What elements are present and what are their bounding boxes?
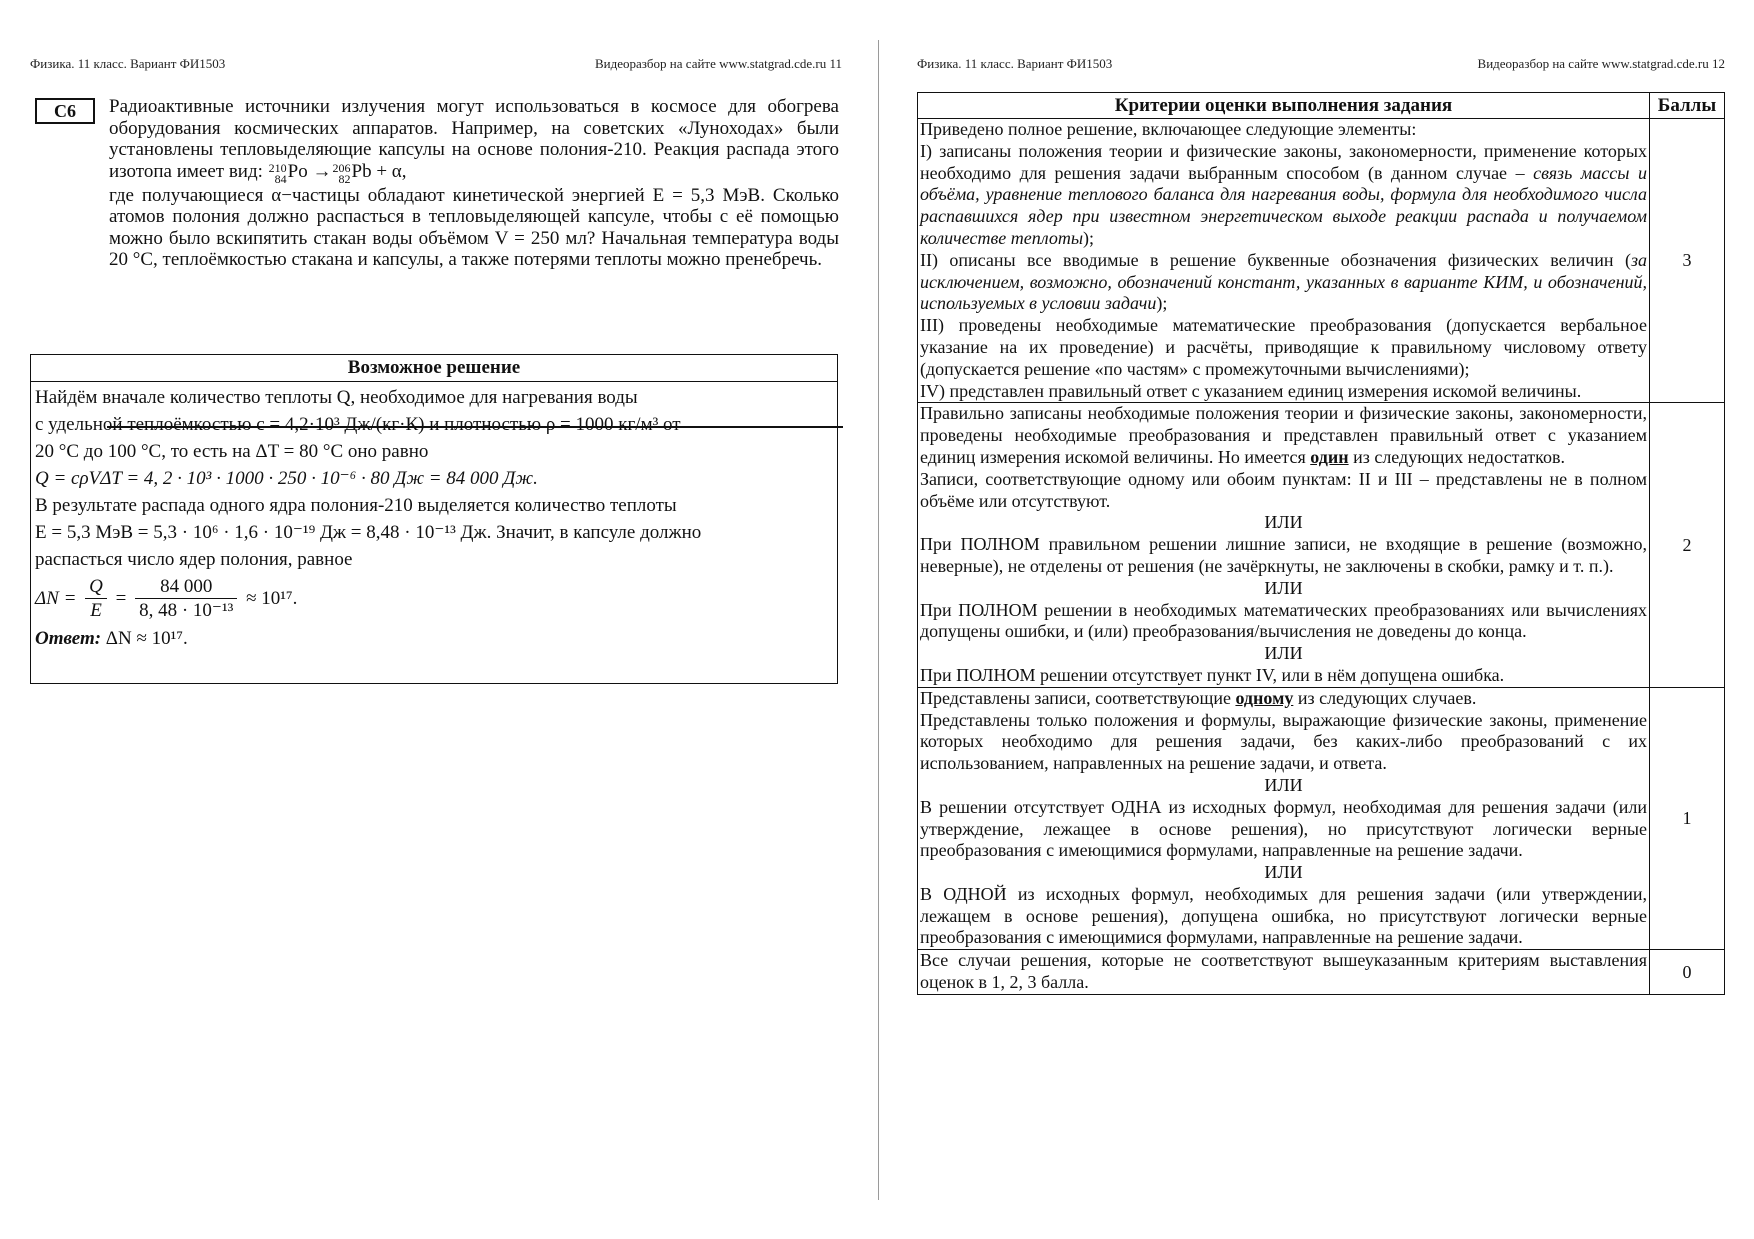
criteria-header-row (918, 93, 1725, 119)
or-separator: ИЛИ (1264, 643, 1303, 664)
criteria-column-header: Критерии оценки выполнения задания (918, 93, 1650, 119)
page-divider (878, 40, 879, 1200)
criteria-row-1 (918, 687, 1725, 950)
header-subject: Физика. 11 класс. Вариант ФИ1503 (917, 56, 1113, 71)
points-column-header: Баллы (1650, 93, 1725, 119)
criteria-cell: Все случаи решения, которые не соответствуют вышеуказанным критериям выставления оценок в 1, 2, 3 балла. (918, 950, 1650, 995)
right-page (880, 0, 1754, 1239)
lead-symbol: Pb + α, (351, 160, 407, 182)
criteria-row-2 (918, 403, 1725, 687)
solution-formula-n: ΔN = $\frac{Q}{E}$ = $\frac{84 000}{\text{8, 48 · 10⁻¹³}}$ ≈ 10¹⁷. (35, 576, 298, 622)
task-intro: Радиоактивные источники излучения могут использоваться в космосе для обогрева оборудования космических аппаратов. Например, на советских «Луноходах» были установлены тепловыделяющие капсулы на основе полония-210. Реакция распада этого изотопа имеет вид: (109, 96, 839, 182)
task-conditions: где получающиеся α−частицы обладают кинетической энергией E = 5,3 МэВ. Сколько атомов полония должно распасться в тепловыделяющей капсуле, чтобы с её помощью можно было вскипятить стакан воды объёмом V = 250 мл? Начальная температура воды 20 °C, теплоёмкостью стакана и капсулы, а также потерями теплоты можно пренебречь. (109, 184, 839, 270)
points-cell: 1 (1650, 687, 1725, 950)
reaction-arrow: → (312, 160, 332, 182)
header-subject: Физика. 11 класс. Вариант ФИ1503 (30, 56, 226, 71)
header-video-link: Видеоразбор на сайте www.statgrad.cde.ru 12 (1477, 56, 1725, 71)
lead-nuclide: 206 82 (332, 160, 351, 186)
solution-box (30, 354, 838, 684)
or-separator: ИЛИ (1264, 577, 1303, 598)
answer-value: ΔN ≈ 10¹⁷. (105, 628, 188, 649)
solution-line: с удельной теплоёмкостью c = 4,2·10³ Дж/(кг·К) и плотностью ρ = 1000 кг/м³ от (35, 414, 681, 435)
polonium-nuclide: 210 84 (268, 160, 287, 186)
points-cell: 2 (1650, 403, 1725, 687)
solution-answer (35, 625, 833, 652)
criteria-cell: Приведено полное решение, включающее следующие элементы: I) записаны положения теории и физические законы, закономерности, применение которых необходимо для решения задачи выбранным способом (в данном случае – связь массы и объёма, уравнение теплового баланса для нагревания воды, формула для необходимого числа распавшихся ядер при известном энергетическом выходе реакции распада и получаемом количестве теплоты); II) описаны все вводимые в решение буквенные обозначения физических величин (за исключением, возможно, обозначений констант, указанных в варианте КИМ, и обозначений, используемых в условии задачи); III) проведены необходимые математические преобразования (допускается вербальное указание на их проведение) и расчёты, приводящие к правильному числовому ответу (допускается решение «по частям» с промежуточными вычислениями); IV) представлен правильный ответ с указанием единиц измерения искомой величины. (918, 119, 1650, 403)
solution-formula-q: Q = cρVΔT = 4, 2 · 10³ · 1000 · 250 · 10⁻⁶ · 80 Дж = 84 000 Дж. (35, 468, 538, 489)
polonium-symbol: Po (287, 160, 308, 182)
fraction-q-over-e: $\frac{Q}{E}$ (85, 576, 107, 623)
solution-line: распасться число ядер полония, равное (35, 549, 353, 570)
solution-body (31, 382, 837, 652)
fraction-numeric: $\frac{84 000}{\text{8, 48 · 10⁻¹³}}$ (135, 576, 237, 623)
points-cell: 3 (1650, 119, 1725, 403)
solution-title: Возможное решение (31, 355, 837, 382)
criteria-table (917, 92, 1725, 995)
criteria-row-3 (918, 119, 1725, 403)
criteria-cell: Правильно записаны необходимые положения теории и физические законы, закономерности, проведены необходимые преобразования и представлен правильный ответ с указанием единиц измерения искомой величины. Но имеется один из следующих недостатков. Записи, соответствующие одному или обоим пунктам: II и III – представлены не в полном объёме или отсутствуют. ИЛИ При ПОЛНОМ правильном решении лишние записи, не входящие в решение (возможно, неверные), не отделены от решения (не зачёркнуты, не заключены в скобки, рамку и т. п.). ИЛИ При ПОЛНОМ решении в необходимых математических преобразованиях или вычислениях допущены ошибки, и (или) преобразования/вычисления не доведены до конца. ИЛИ При ПОЛНОМ решении отсутствует пункт IV, или в нём допущена ошибка. (918, 403, 1650, 687)
solution-line: 20 °C до 100 °C, то есть на ΔT = 80 °C оно равно (35, 441, 429, 462)
solution-line: В результате распада одного ядра полония-210 выделяется количество теплоты (35, 495, 677, 516)
header-video-link: Видеоразбор на сайте www.statgrad.cde.ru 11 (595, 56, 842, 71)
points-cell: 0 (1650, 950, 1725, 995)
criteria-row-0 (918, 950, 1725, 995)
task-label: C6 (35, 98, 95, 124)
or-separator: ИЛИ (1264, 774, 1303, 795)
criteria-cell: Представлены записи, соответствующие одному из следующих случаев. Представлены только положения и формулы, выражающие физические законы, применение которых необходимо для решения задачи, без каких-либо преобразований с их использованием, направленных на решение задачи, и ответа. ИЛИ В решении отсутствует ОДНА из исходных формул, необходимая для решения задачи (или утверждение, лежащее в основе решения), но присутствуют логически верные преобразования с имеющимися формулами, направленные на решение задачи. ИЛИ В ОДНОЙ из исходных формул, необходимых для решения задачи (или утверждении, лежащем в основе решения), допущена ошибка, но присутствуют логически верные преобразования с имеющимися формулами, направленные на решение задачи. (918, 687, 1650, 950)
solution-line: Найдём вначале количество теплоты Q, необходимое для нагревания воды (35, 387, 638, 408)
answer-label: Ответ: (35, 628, 102, 649)
or-separator: ИЛИ (1264, 512, 1303, 533)
task-statement (109, 96, 839, 271)
solution-line: E = 5,3 МэВ = 5,3 · 10⁶ · 1,6 · 10⁻¹⁹ Дж = 8,48 · 10⁻¹³ Дж. Значит, в капсуле должно (35, 522, 702, 543)
or-separator: ИЛИ (1264, 862, 1303, 883)
